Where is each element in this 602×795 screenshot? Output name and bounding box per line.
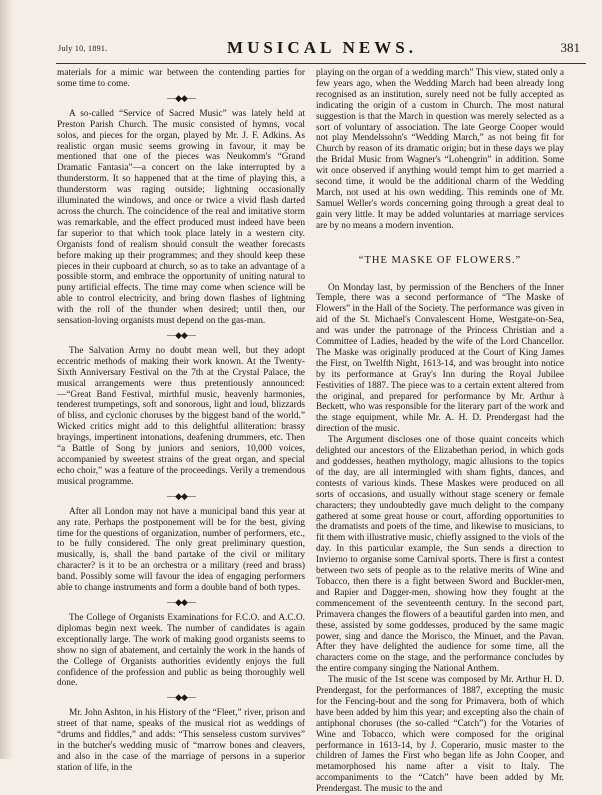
page-binding-edge <box>0 0 14 759</box>
paragraph-maske-music: The music of the 1st scene was composed by Mr. Arthur H. D. Prendergast, for the performances of 1887, excepting the music for the Fencing-bout and the song for Primavera, both of which have been added by him this year; and excepting also the chain of antiphonal choruses (the so-called “Catch”) for the Votaries of Wine and Tobacco, which were composed for the original performance in 1613-14, by J. Coperario, music master to the children of James the First who began life as John Cooper, and metamorphosed his name after a visit to Italy. The accompaniments to the “Catch” have been added by Mr. Prendergast. The music to the and <box>316 675 564 795</box>
right-column <box>316 68 564 795</box>
section-ornament: —◆◆— <box>167 329 195 340</box>
section-ornament: —◆◆— <box>167 490 195 501</box>
paragraph-continuation: materials for a mimic war between the contending parties for some time to come. <box>57 68 305 89</box>
section-ornament: —◆◆— <box>167 596 195 607</box>
masthead-title: MUSICAL NEWS. <box>227 38 417 57</box>
header-date: July 10, 1891. <box>58 44 108 53</box>
page-header <box>58 38 586 62</box>
paragraph-salvation-army: The Salvation Army no doubt mean well, but they adopt eccentric methods of making their work known. At the Twenty-Sixth Anniversary Festival on the 7th at the Crystal Palace, the musical arrangements were thus pretentiously announced:—“Great Band Festival, mirthful music, heavenly harmonies, tenderest trumpetings, soft and sonorous, light and loud, blizzards of bliss, and cyclonic choruses by the biggest band of the world.” Wicked critics might add to this delightful alliteration: brassy brayings, impertinent intonations, deafening drummers, etc. Then “a Battle of Song by juniors and seniors, 10,000 voices, accompanied by sweetest strains of the great organ, and special echo choir,” was a feature of the proceedings. Verily a tremendous musical programme. <box>57 345 305 487</box>
left-column <box>57 68 305 774</box>
section-ornament: —◆◆— <box>167 692 195 703</box>
paragraph-john-ashton: Mr. John Ashton, in his History of the “Fleet,” river, prison and street of that name, speaks of the musical riot as weddings of “drums and fiddles,” and adds: “This senseless custom survives” in the butcher's wedding music of “marrow bones and cleavers, and also in the case of the marriage of persons in a superior station of life, in the <box>57 708 305 773</box>
paragraph-municipal-band: After all London may not have a municipal band this year at any rate. Perhaps the postponement will be for the best, giving time for the questions of organization, number of performers, etc., to be fully considered. The only great preliminary question, musically, is, shall the band partake of the civil or military character? is it to be an orchestra or a military (reed and brass) band. Possibly some will favour the idea of engaging performers able to change instruments and form a double band of both types. <box>57 506 305 594</box>
header-rule <box>56 63 586 64</box>
paragraph-wedding-march: playing on the organ of a wedding march” This view, stated only a few years ago, when the Wedding March had been already long recognised as an institution, surely need not be fully accepted as indicating the origin of a custom in Church. The most natural suggestion is that the March in question was merely selected as a sort of voluntary of association. The late George Cooper would not play Mendelssohn's “Wedding March,” as not being fit for Church by reason of its dramatic origin; but in these days we play the Bridal Music from Wagner's “Lohengrin” in addition. Some wit once observed if anything would tempt him to get married a second time, it would be the additional charm of the Wedding March, not used at his own wedding. This reminds one of Mr. Samuel Weller's words concerning going through a great deal to gain very little. It may be added voluntaries at marriage services are by no means a modern invention. <box>316 68 564 231</box>
article-title: “THE MASKE OF FLOWERS.” <box>358 254 522 266</box>
section-ornament: —◆◆— <box>167 92 195 103</box>
paragraph-college-organists: The College of Organists Examinations for F.C.O. and A.C.O. diplomas begin next week. The number of candidates is again exceptionally large. The work of making good organists seems to show no sign of abatement, and certainly the work in the hands of the College of Organists authorities evidently enjoys the full confidence of the profession and public as being thoroughly well done. <box>57 612 305 689</box>
page-number: 381 <box>560 40 580 55</box>
paragraph-preston-service: A so-called “Service of Sacred Music” was lately held at Preston Parish Church. The music consisted of hymns, vocal solos, and pieces for the organ, played by Mr. J. F. Adkins. As realistic organ music seems growing in favour, it may be mentioned that one of the pieces was Neukomm's “Grand Dramatic Fantasia”—a concert on the lake interrupted by a thunderstorm. It so happened that at the time of playing this, a thunderstorm was raging outside; lightning occasionally illuminated the windows, and once or twice a vivid flash darted across the church. The coincidence of the real and imitative storm was remarkable, and the effect produced must indeed have been far superior to that which took place lately in a western city. Organists fond of realism should consult the weather forecasts before making up their programmes; and they should keep these pieces in their cupboard at church, so as to take an advantage of a possible storm, and embrace the opportunity of uniting natural to puny artificial effects. The time may come when science will be able to control electricity, and bring down flashes of lightning with the roll of the thunder when desired; until then, our sensation-loving organists must depend on the gas-man. <box>57 108 305 327</box>
paragraph-maske-intro: On Monday last, by permission of the Benchers of the Inner Temple, there was a second performance of “The Maske of Flowers” in the Hall of the Society. The performance was given in aid of the St. Michael's Convalescent Home, Westgate-on-Sea, and was under the patronage of the Princess Christian and a Committee of Ladies, headed by the wife of the Lord Chancellor. The Maske was originally produced at the Court of King James the First, on Twelfth Night, 1613-14, and was brought into notice by its performance at Gray's Inn during the Royal Jubilee Festivities of 1887. The piece was to a certain extent altered from the original, and prepared for performance by Mr. Arthur à Beckett, who was responsible for the literary part of the work and the stage equipment, while Mr. A. H. D. Prendergast had the direction of the music. <box>316 282 564 435</box>
paragraph-maske-argument: The Argument discloses one of those quaint conceits which delighted our ancestors of the Elizabethan period, in which gods and goddesses, heathen mythology, magic allusions to the topics of the day, are all intermingled with sham fights, dances, and contests of various kinds. These Maskes were produced on all sorts of occasions, and usually without stage scenery or female characters; they undoubtedly gave much delight to the company gathered at some great house or court, affording opportunities to the dramatists and poets of the time, and likewise to musicians, to fit them with illustrative music, chiefly assigned to the viols of the day. In this particular example, the Sun sends a direction to Invierno to organise some Carnival sports. There is first a contest between two sets of people as to the relative merits of Wine and Tobacco, then there is a fight between Sword and Buckler-men, and Rapier and Dagger-men, showing how they fought at the commencement of the seventeenth century. In the second part, Primavera changes the flowers of a beautiful garden into men, and these, assisted by some goddesses, produced by the same magic power, sing and dance the Morisco, the Minuet, and the Pavan. After they have delighted the audience for some time, all the characters come on the stage, and the performance concludes by the entire company singing the National Anthem. <box>316 435 564 675</box>
